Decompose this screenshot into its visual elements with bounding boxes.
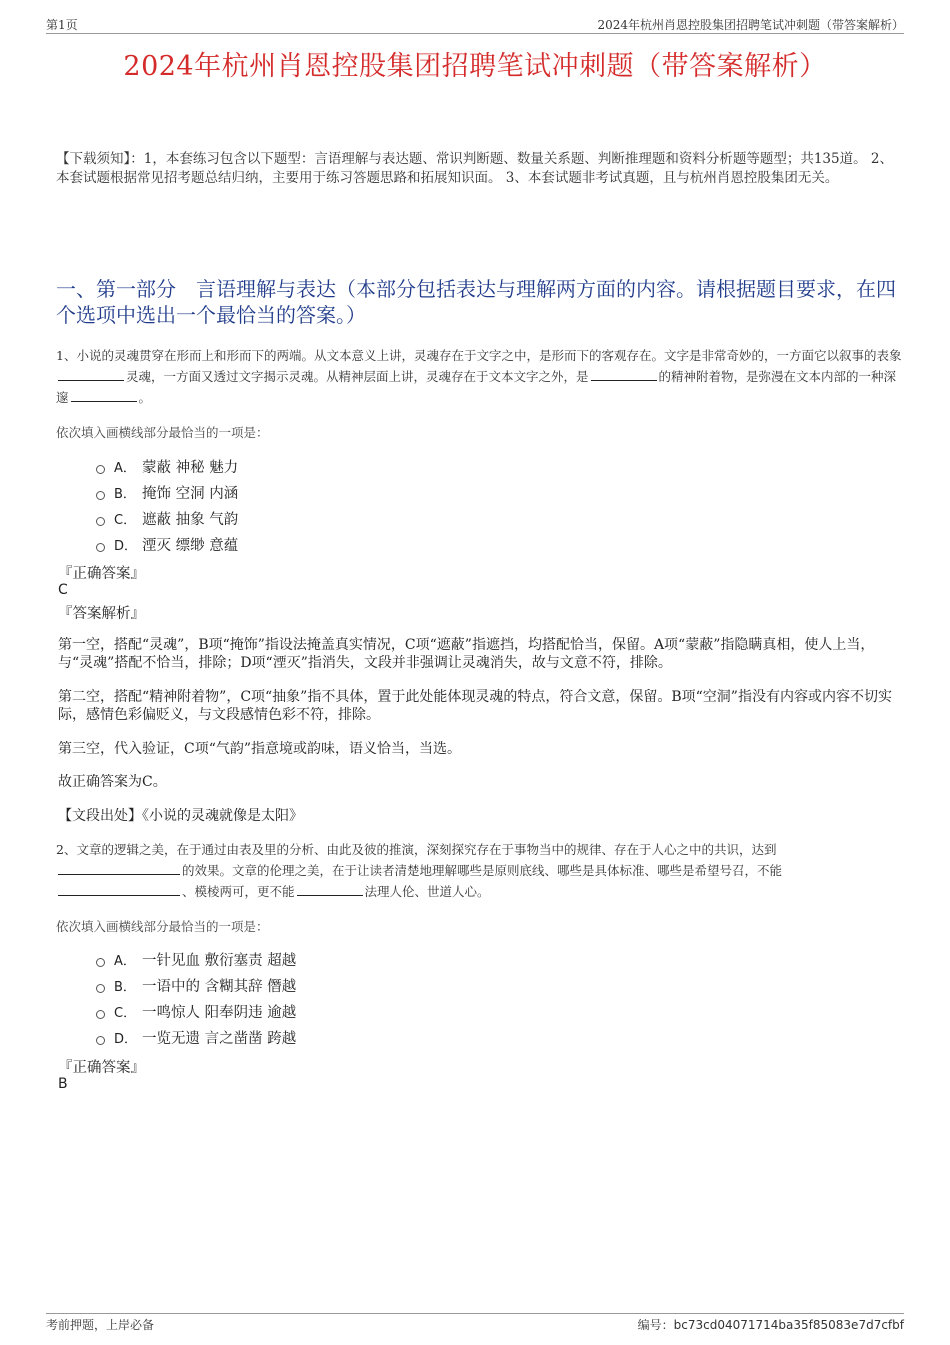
fill-blank — [58, 366, 124, 381]
radio-icon[interactable] — [96, 517, 105, 526]
option-d[interactable]: D． 湮灭 缥缈 意蕴 — [96, 531, 238, 557]
correct-answer-value: C — [58, 582, 68, 598]
radio-icon[interactable] — [96, 1036, 105, 1045]
question-2-options — [96, 946, 296, 1050]
radio-icon[interactable] — [96, 543, 105, 552]
analysis-paragraph: 第三空，代入验证，C项“气韵”指意境或韵味，语义恰当，当选。 — [58, 741, 462, 757]
page-header — [46, 14, 904, 34]
radio-icon[interactable] — [96, 465, 105, 474]
fill-blank — [591, 366, 657, 381]
option-a[interactable]: A． 蒙蔽 神秘 魅力 — [96, 453, 238, 479]
fill-blank — [58, 881, 180, 896]
footer-slogan: 考前押题，上岸必备 — [46, 1318, 155, 1332]
page-footer — [46, 1313, 904, 1334]
question-2-instruction: 依次填入画横线部分最恰当的一项是： — [56, 919, 269, 934]
radio-icon[interactable] — [96, 1010, 105, 1019]
analysis-conclusion: 故正确答案为C。 — [58, 774, 167, 790]
download-notice: 【下载须知】：1，本套练习包含以下题型：言语理解与表达题、常识判断题、数量关系题、判断推理题和资料分析题等题型；共135道。 2、本套试题根据常见招考题总结归纳，主要用于练习答题思路和拓展知识面。 3、本套试题非考试真题，且与杭州肖恩控股集团无关。 — [56, 151, 893, 186]
footer-code — [638, 1316, 904, 1333]
option-c[interactable]: C． 遮蔽 抽象 气韵 — [96, 505, 238, 531]
correct-answer-value: B — [58, 1076, 68, 1092]
page-number: 第1页 — [46, 18, 78, 32]
section-title: 一、第一部分 言语理解与表达（本部分包括表达与理解两方面的内容。请根据题目要求，在四个选项中选出一个最恰当的答案。） — [56, 277, 896, 327]
analysis-paragraph: 第一空，搭配“灵魂”，B项“掩饰”指设法掩盖真实情况，C项“遮蔽”指遮挡，均搭配恰当，保留。A项“蒙蔽”指隐瞒真相，使人上当，与“灵魂”搭配不恰当，排除；D项“湮灭”指消失，文段并非强调让灵魂消失，故与文意不符，排除。 — [58, 637, 875, 671]
option-c[interactable]: C． 一鸣惊人 阳奉阴违 逾越 — [96, 998, 296, 1024]
correct-answer-label: 『正确答案』 — [58, 566, 145, 582]
option-d[interactable]: D． 一览无遗 言之凿凿 跨越 — [96, 1024, 296, 1050]
header-doc-title: 2024年杭州肖恩控股集团招聘笔试冲刺题（带答案解析） — [597, 18, 904, 32]
option-b[interactable]: B． 一语中的 含糊其辞 僭越 — [96, 972, 296, 998]
analysis-label: 『答案解析』 — [58, 606, 145, 622]
option-a[interactable]: A． 一针见血 敷衍塞责 超越 — [96, 946, 296, 972]
option-b[interactable]: B． 掩饰 空洞 内涵 — [96, 479, 238, 505]
radio-icon[interactable] — [96, 491, 105, 500]
document-title: 2024年杭州肖恩控股集团招聘笔试冲刺题（带答案解析） — [123, 51, 827, 82]
analysis-paragraph: 第二空，搭配“精神附着物”，C项“抽象”指不具体，置于此处能体现灵魂的特点，符合文意，保留。B项“空洞”指没有内容或内容不切实际，感情色彩偏贬义，与文段感情色彩不符，排除。 — [58, 689, 892, 723]
correct-answer-label: 『正确答案』 — [58, 1060, 145, 1076]
fill-blank — [71, 387, 137, 402]
fill-blank — [58, 860, 180, 875]
question-1-text: 1、小说的灵魂贯穿在形而上和形而下的两端。从文本意义上讲，灵魂存在于文字之中，是形而下的客观存在。文字是非常奇妙的，一方面它以叙事的表象灵魂，一方面又透过文字揭示灵魂。从精神层面上讲，灵魂存在于文本文字之外，是 的精神附着物，是弥漫在文本内部的一种深邃 。 — [56, 348, 902, 405]
radio-icon[interactable] — [96, 958, 105, 967]
passage-source: 【文段出处】《小说的灵魂就像是太阳》 — [58, 808, 303, 824]
radio-icon[interactable] — [96, 984, 105, 993]
question-2-text: 2、文章的逻辑之美，在于通过由表及里的分析、由此及彼的推演，深刻探究存在于事物当中的规律、存在于人心之中的共识，达到的效果。文章的伦理之美，在于让读者清楚地理解哪些是原则底线、哪些是具体标准、哪些是希望号召，不能、模棱两可，更不能 法理人伦、世道人心。 — [56, 842, 783, 899]
fill-blank — [297, 881, 363, 896]
question-1-instruction: 依次填入画横线部分最恰当的一项是： — [56, 425, 269, 440]
footer-code-label: 编号： — [637, 1318, 674, 1332]
question-1-options — [96, 453, 238, 557]
footer-code-value: bc73cd04071714ba35f85083e7d7cfbf — [673, 1318, 904, 1332]
